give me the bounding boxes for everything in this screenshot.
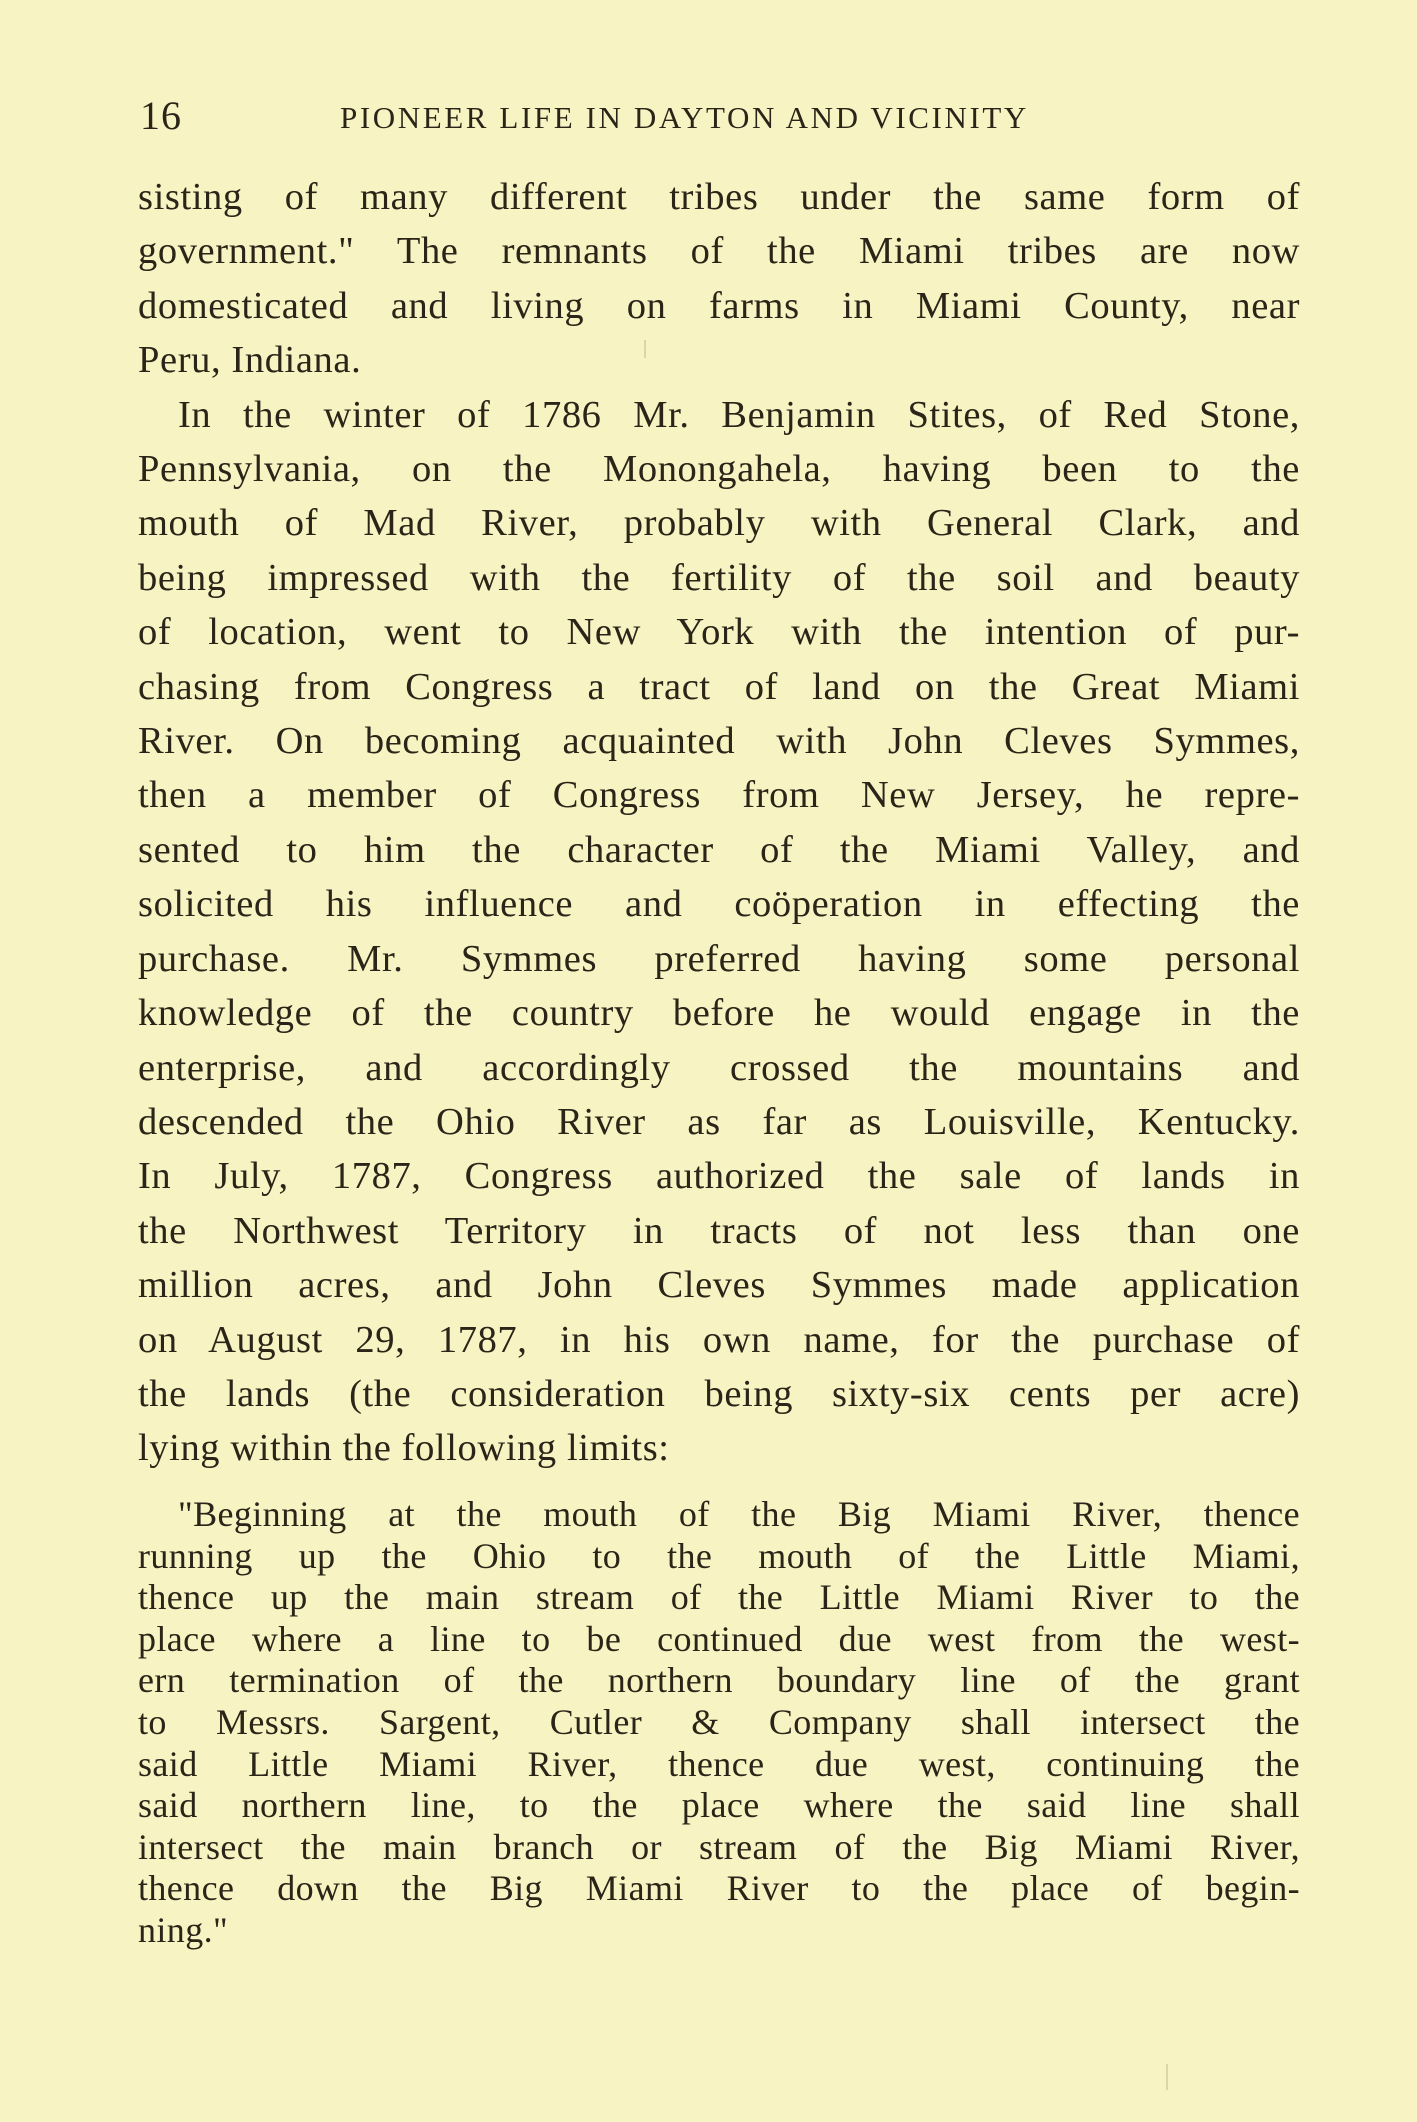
text-line: purchase. Mr. Symmes preferred having some personal (138, 937, 1300, 980)
text-line: sented to him the character of the Miami Valley, and (138, 828, 1300, 871)
quote-line: running up the Ohio to the mouth of the Little Miami, (138, 1535, 1300, 1576)
text-line: the lands (the consideration being sixty-six cents per acre) (138, 1372, 1300, 1415)
quote-line: thence down the Big Miami River to the place of begin- (138, 1868, 1300, 1909)
body-text (138, 170, 1300, 1476)
running-head (140, 94, 1302, 138)
quote-line: ning." (138, 1909, 229, 1950)
running-title: PIONEER LIFE IN DAYTON AND VICINITY (340, 100, 1029, 135)
paper-speck (1166, 2064, 1168, 2090)
text-line: mouth of Mad River, probably with General Clark, and (138, 502, 1300, 545)
text-line: chasing from Congress a tract of land on the Great Miami (138, 665, 1300, 708)
quote-line: to Messrs. Sargent, Cutler & Company shall intersect the (138, 1701, 1300, 1742)
quote-line: "Beginning at the mouth of the Big Miami River, thence (178, 1494, 1300, 1534)
text-line: domesticated and living on farms in Miami County, near (138, 284, 1300, 327)
text-line: then a member of Congress from New Jersey, he repre- (138, 774, 1300, 817)
text-line: million acres, and John Cleves Symmes made application (138, 1264, 1300, 1307)
text-line: Peru, Indiana. (138, 339, 362, 382)
text-line: descended the Ohio River as far as Louisville, Kentucky. (138, 1100, 1300, 1143)
quotation-block (138, 1494, 1300, 1952)
page-number: 16 (140, 93, 182, 138)
paragraph-1 (138, 170, 1300, 388)
text-line: government." The remnants of the Miami tribes are now (138, 230, 1300, 273)
paragraph-2 (138, 388, 1300, 1476)
quote-line: thence up the main stream of the Little Miami River to the (138, 1577, 1300, 1618)
text-line: enterprise, and accordingly crossed the mountains and (138, 1046, 1300, 1089)
text-line: on August 29, 1787, in his own name, for the purchase of (138, 1318, 1300, 1361)
text-line: In July, 1787, Congress authorized the sale of lands in (138, 1155, 1300, 1198)
quote-line: said northern line, to the place where the said line shall (138, 1785, 1300, 1826)
paper-speck (644, 340, 646, 358)
text-line: being impressed with the fertility of the soil and beauty (138, 556, 1300, 599)
quote-line: intersect the main branch or stream of the Big Miami River, (138, 1826, 1300, 1867)
quote-line: ern termination of the northern boundary line of the grant (138, 1660, 1300, 1701)
quote-line: said Little Miami River, thence due west, continuing the (138, 1743, 1300, 1784)
text-line: solicited his influence and coöperation in effecting the (138, 883, 1300, 926)
text-line: River. On becoming acquainted with John Cleves Symmes, (138, 720, 1300, 763)
text-line: lying within the following limits: (138, 1427, 670, 1470)
text-line: In the winter of 1786 Mr. Benjamin Stites, of Red Stone, (178, 393, 1300, 436)
text-line: knowledge of the country before he would engage in the (138, 992, 1300, 1035)
text-line: the Northwest Territory in tracts of not less than one (138, 1209, 1300, 1252)
text-line: of location, went to New York with the intention of pur- (138, 611, 1300, 654)
quote-line: place where a line to be continued due west from the west- (138, 1618, 1300, 1659)
text-line: Pennsylvania, on the Monongahela, having been to the (138, 448, 1300, 491)
text-line: sisting of many different tribes under the same form of (138, 176, 1300, 218)
